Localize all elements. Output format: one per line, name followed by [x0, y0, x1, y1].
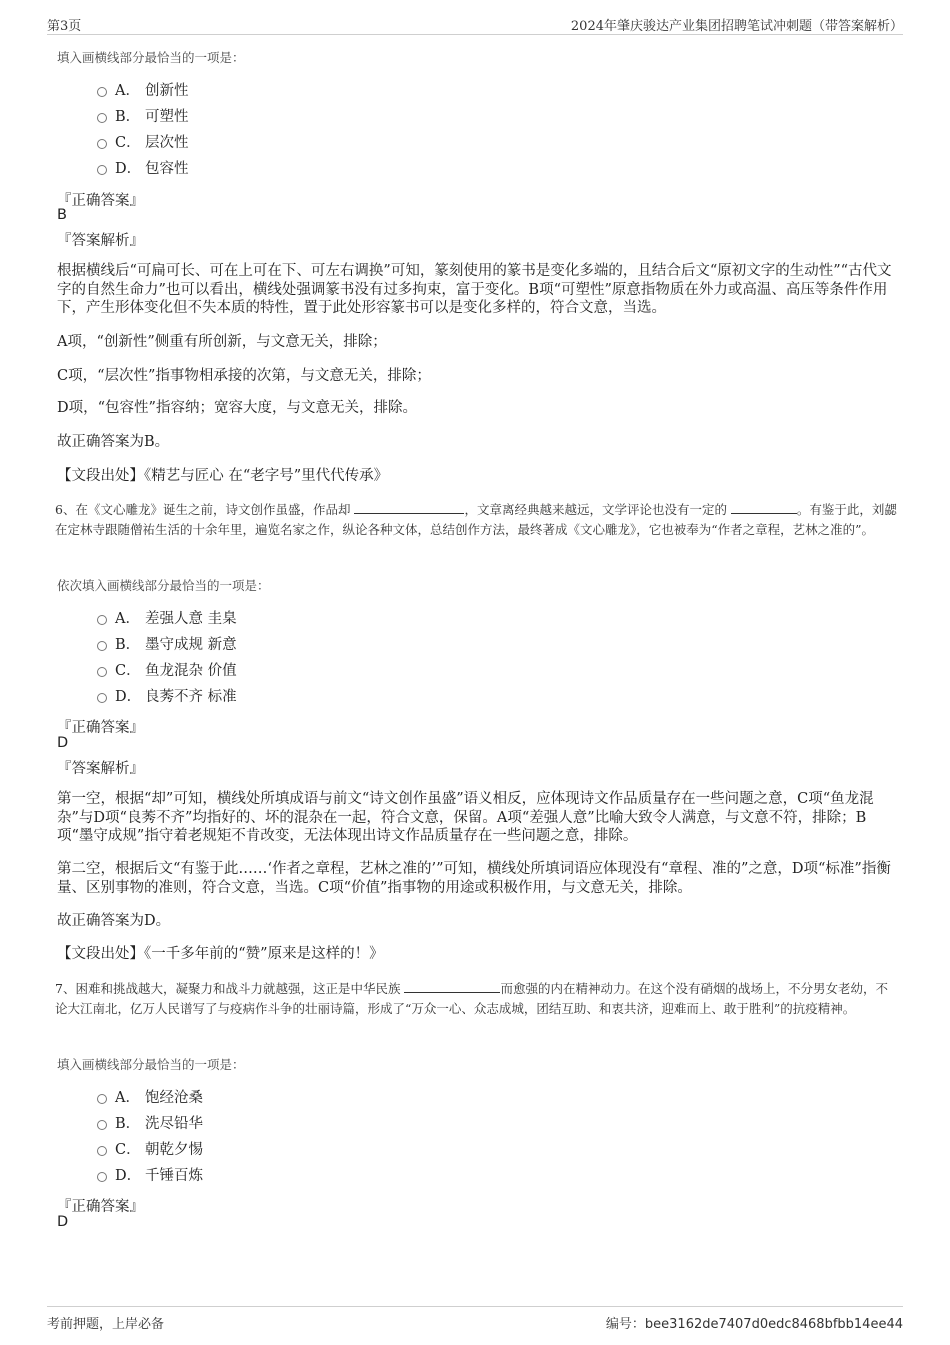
q6-blank-2	[731, 501, 797, 514]
option-text: 层次性	[145, 135, 189, 151]
radio-icon[interactable]	[97, 1146, 107, 1156]
q7-answer: D	[57, 1214, 69, 1230]
q5-analysis-a: A项，“创新性”侧重有所创新，与文意无关，排除；	[57, 334, 387, 350]
q6-stem-part3: 。有鉴于此，刘勰在定林寺跟随僧祐生活的十余年里，遍览名家之作，纵论各种文体，总结创作方法，最终著成《文心雕龙》，它也被奉为“作者之章程，艺林之准的”。	[55, 502, 897, 537]
q6-option-c[interactable]	[97, 661, 237, 681]
option-letter: B．	[115, 637, 141, 653]
radio-icon[interactable]	[97, 615, 107, 625]
page-header	[47, 14, 903, 35]
q5-analysis-label: 『答案解析』	[57, 233, 144, 249]
q7-option-b[interactable]	[97, 1114, 203, 1134]
q5-option-a[interactable]	[97, 81, 189, 101]
q5-conclusion: 故正确答案为B。	[57, 434, 170, 450]
option-text: 墨守成规 新意	[145, 637, 237, 653]
q6-stem	[55, 500, 897, 540]
q7-stem-part1: 7、困难和挑战越大，凝聚力和战斗力就越强，这正是中华民族	[55, 981, 405, 996]
option-letter: D．	[115, 689, 142, 705]
q6-option-b[interactable]	[97, 635, 237, 655]
q5-correct-label: 『正确答案』	[57, 193, 144, 209]
q7-stem-part2: 而愈强的内在精神动力。在这个没有硝烟的战场上，不分男女老幼，不论大江南北，亿万人民谱写了与疫病作斗争的壮丽诗篇，形成了“万众一心、众志成城，团结互助、和衷共济，迎难而上、敢于胜利”的抗疫精神。	[55, 981, 888, 1016]
document-title: 2024年肇庆骏达产业集团招聘笔试冲刺题（带答案解析）	[570, 19, 903, 34]
option-letter: C．	[115, 135, 141, 151]
option-text: 可塑性	[145, 109, 189, 125]
q6-correct-label: 『正确答案』	[57, 720, 144, 736]
q6-source: 【文段出处】《一千多年前的“赞”原来是这样的！》	[57, 946, 384, 962]
q5-option-d[interactable]	[97, 159, 189, 179]
radio-icon[interactable]	[97, 641, 107, 651]
q7-correct-label: 『正确答案』	[57, 1199, 144, 1215]
q6-analysis-label: 『答案解析』	[57, 761, 144, 777]
option-letter: A．	[115, 1090, 140, 1106]
q6-conclusion: 故正确答案为D。	[57, 913, 171, 929]
q7-option-a[interactable]	[97, 1088, 203, 1108]
q5-analysis-main: 根据横线后“可扁可长、可在上可在下、可左右调换”可知，篆刻使用的篆书是变化多端的，且结合后文“原初文字的生动性”“古代文字的自然生命力”也可以看出，横线处强调篆书没有过多拘束，富于变化。B项“可塑性”原意指物质在外力或高温、高压等条件作用下，产生形体变化但不失本质的特性，置于此处形容篆书可以是变化多样的，符合文意，当选。	[57, 263, 892, 316]
option-letter: C．	[115, 663, 141, 679]
q6-blank-1	[354, 501, 464, 514]
option-letter: C．	[115, 1142, 141, 1158]
option-text: 鱼龙混杂 价值	[145, 663, 237, 679]
q7-stem	[55, 979, 897, 1019]
q6-option-a[interactable]	[97, 609, 237, 629]
q7-option-c[interactable]	[97, 1140, 203, 1160]
q5-analysis-d: D项，“包容性”指容纳；宽容大度，与文意无关，排除。	[57, 400, 417, 416]
option-text: 饱经沧桑	[145, 1090, 203, 1106]
radio-icon[interactable]	[97, 165, 107, 175]
q6-stem-part1: 6、在《文心雕龙》诞生之前，诗文创作虽盛，作品却	[55, 502, 355, 517]
radio-icon[interactable]	[97, 1094, 107, 1104]
page-footer	[47, 1306, 903, 1332]
option-text: 良莠不齐 标准	[145, 689, 237, 705]
option-letter: A．	[115, 83, 140, 99]
q6-stem-part2: ，文章离经典越来越远，文学评论也没有一定的	[464, 502, 731, 517]
option-letter: B．	[115, 1116, 141, 1132]
q7-instruction: 填入画横线部分最恰当的一项是：	[57, 1057, 245, 1072]
q5-answer: B	[57, 207, 67, 223]
radio-icon[interactable]	[97, 87, 107, 97]
option-letter: A．	[115, 611, 140, 627]
q7-option-d[interactable]	[97, 1166, 203, 1186]
footer-slogan: 考前押题，上岸必备	[47, 1317, 165, 1332]
radio-icon[interactable]	[97, 693, 107, 703]
q6-analysis-second: 第二空，根据后文“有鉴于此……‘作者之章程，艺林之准的’”可知，横线处所填词语应体现没有“章程、准的”之意，D项“标准”指衡量、区别事物的准则，符合文意，当选。C项“价值”指事物的用途或积极作用，与文意无关，排除。	[57, 861, 891, 896]
q6-instruction: 依次填入画横线部分最恰当的一项是：	[57, 578, 270, 593]
option-letter: D．	[115, 1168, 142, 1184]
radio-icon[interactable]	[97, 1172, 107, 1182]
q5-option-c[interactable]	[97, 133, 189, 153]
q7-blank	[404, 980, 500, 993]
option-text: 千锤百炼	[145, 1168, 203, 1184]
page-number: 第3页	[47, 19, 82, 34]
q5-source: 【文段出处】《精艺与匠心 在“老字号”里代代传承》	[57, 468, 389, 484]
radio-icon[interactable]	[97, 667, 107, 677]
radio-icon[interactable]	[97, 113, 107, 123]
option-text: 洗尽铅华	[145, 1116, 203, 1132]
option-text: 朝乾夕惕	[145, 1142, 203, 1158]
option-text: 创新性	[145, 83, 189, 99]
option-letter: B．	[115, 109, 141, 125]
q5-option-b[interactable]	[97, 107, 189, 127]
q5-analysis-c: C项，“层次性”指事物相承接的次第，与文意无关，排除；	[57, 368, 431, 384]
q6-analysis-first: 第一空，根据“却”可知，横线处所填成语与前文“诗文创作虽盛”语义相反，应体现诗文作品质量存在一些问题之意，C项“鱼龙混杂”与D项“良莠不齐”均指好的、坏的混杂在一起，符合文意，保留。A项“差强人意”比喻大致令人满意，与文意不符，排除；B项“墨守成规”指守着老规矩不肯改变，无法体现出诗文作品质量存在一些问题之意，排除。	[57, 791, 874, 844]
q6-answer: D	[57, 735, 69, 751]
q5-instruction: 填入画横线部分最恰当的一项是：	[57, 50, 245, 65]
radio-icon[interactable]	[97, 1120, 107, 1130]
radio-icon[interactable]	[97, 139, 107, 149]
q6-option-d[interactable]	[97, 687, 237, 707]
option-text: 差强人意 圭臬	[145, 611, 237, 627]
document-code: 编号：bee3162de7407d0edc8468bfbb14ee44	[605, 1317, 903, 1332]
option-text: 包容性	[145, 161, 189, 177]
option-letter: D．	[115, 161, 142, 177]
